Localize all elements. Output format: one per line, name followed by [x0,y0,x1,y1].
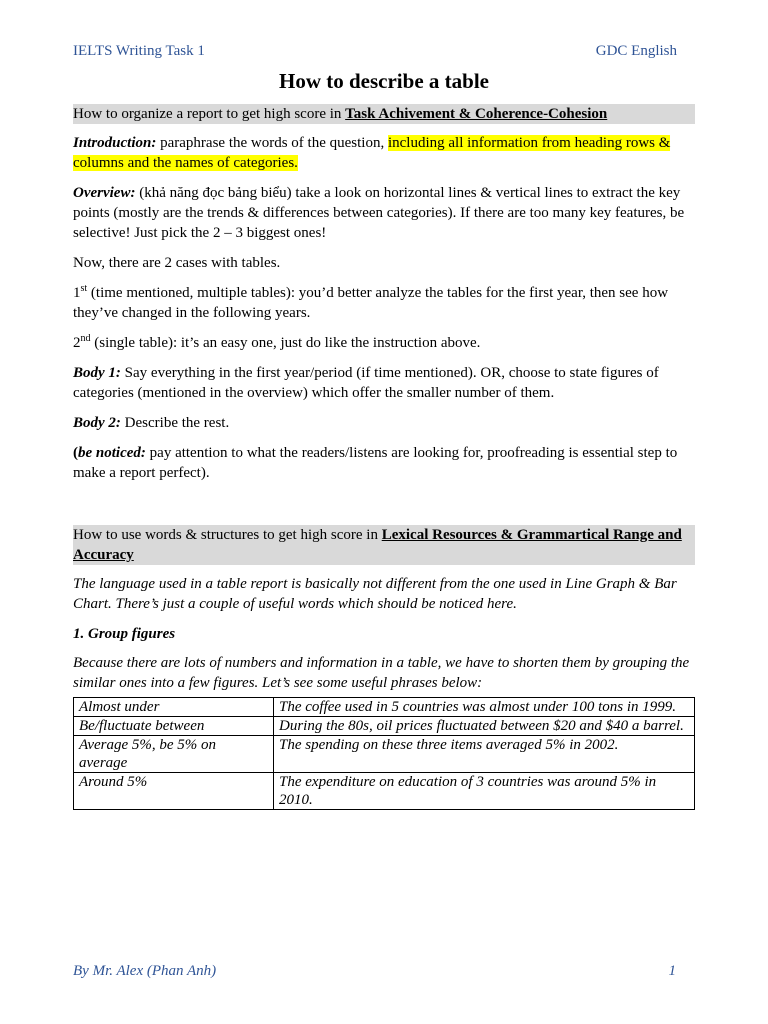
table-row [74,717,695,736]
overview-text: (khả năng đọc bảng biểu) take a look on horizontal lines & vertical lines to extract the key points (mostly are the trends & differences between categories). If there are too many key features, be selective! Just pick the 2 – 3 biggest ones! [73,185,685,241]
section2-heading [73,525,695,565]
header-right: GDC English [595,43,677,59]
language-paragraph: The language used in a table report is basically not different from the one used in Line Graph & Bar Chart. There’s just a couple of useful words which should be noticed here. [73,576,677,612]
body1-paragraph [73,363,695,403]
section1-heading-bold: Task Achivement & Coherence-Cohesion [345,106,608,122]
header-left: IELTS Writing Task 1 [73,43,205,59]
section1-heading-plain: How to organize a report to get high score in [73,106,346,122]
overview-paragraph [73,183,695,243]
cases-intro: Now, there are 2 cases with tables. [73,255,281,271]
section2-heading-bold: Lexical Resources & Grammartical Range and Accuracy [73,527,682,563]
table-row [74,698,695,717]
intro-label: Introduction: [73,135,157,151]
notice-open: ( [73,445,78,461]
example-cell: The coffee used in 5 countries was almost under 100 tons in 1999. [274,698,695,717]
case2-sup: nd [80,333,91,344]
page-title: How to describe a table [279,69,489,93]
case2-paragraph [73,333,695,353]
notice-text: pay attention to what the readers/listens are looking for, proofreading is essential step to make a report perfect). [73,445,678,481]
body1-text: Say everything in the first year/period (if time mentioned). OR, choose to state figures of categories (mentioned in the overview) which offer the smaller number of them. [73,365,659,401]
intro-paragraph [73,133,695,173]
footer-author: By Mr. Alex (Phan Anh) [73,963,217,979]
phrase-cell: Be/fluctuate between [74,717,274,736]
intro-text: paraphrase the words of the question, [156,135,388,151]
case1-num: 1 [73,285,81,301]
phrase-cell: Around 5% [74,773,274,810]
body2-text: Describe the rest. [120,415,230,431]
case1-text: (time mentioned, multiple tables): you’d better analyze the tables for the first year, then see how they’ve changed in the following years. [73,285,669,321]
body2-paragraph [73,413,695,433]
case2-text: (single table): it’s an easy one, just do like the instruction above. [90,335,481,351]
table-row [74,736,695,773]
intro-highlight: including all information from heading rows & columns and the names of categories. [73,135,671,171]
page-number: 1 [668,963,676,979]
example-cell: The expenditure on education of 3 countries was around 5% in 2010. [274,773,695,810]
section1-heading [73,104,695,124]
overview-label: Overview: [73,185,136,201]
example-cell: During the 80s, oil prices fluctuated between $20 and $40 a barrel. [274,717,695,736]
case1-sup: st [80,283,88,294]
case1-paragraph [73,283,695,323]
case2-num: 2 [73,335,81,351]
phrase-cell: Average 5%, be 5% on average [74,736,274,773]
group-figures-title: 1. Group figures [73,626,176,642]
phrases-table [73,697,695,810]
body2-label: Body 2: [73,415,121,431]
section2-heading-plain: How to use words & structures to get high score in [73,527,382,543]
spacer [73,493,695,525]
notice-paragraph [73,443,695,483]
example-cell: The spending on these three items averaged 5% in 2002. [274,736,695,773]
body1-label: Body 1: [73,365,121,381]
document-body [73,104,695,810]
group-figures-paragraph: Because there are lots of numbers and information in a table, we have to shorten them by grouping the similar ones into a few figures. Let’s see some useful phrases below: [73,655,690,691]
phrase-cell: Almost under [74,698,274,717]
table-row [74,773,695,810]
notice-label: be noticed: [78,445,146,461]
